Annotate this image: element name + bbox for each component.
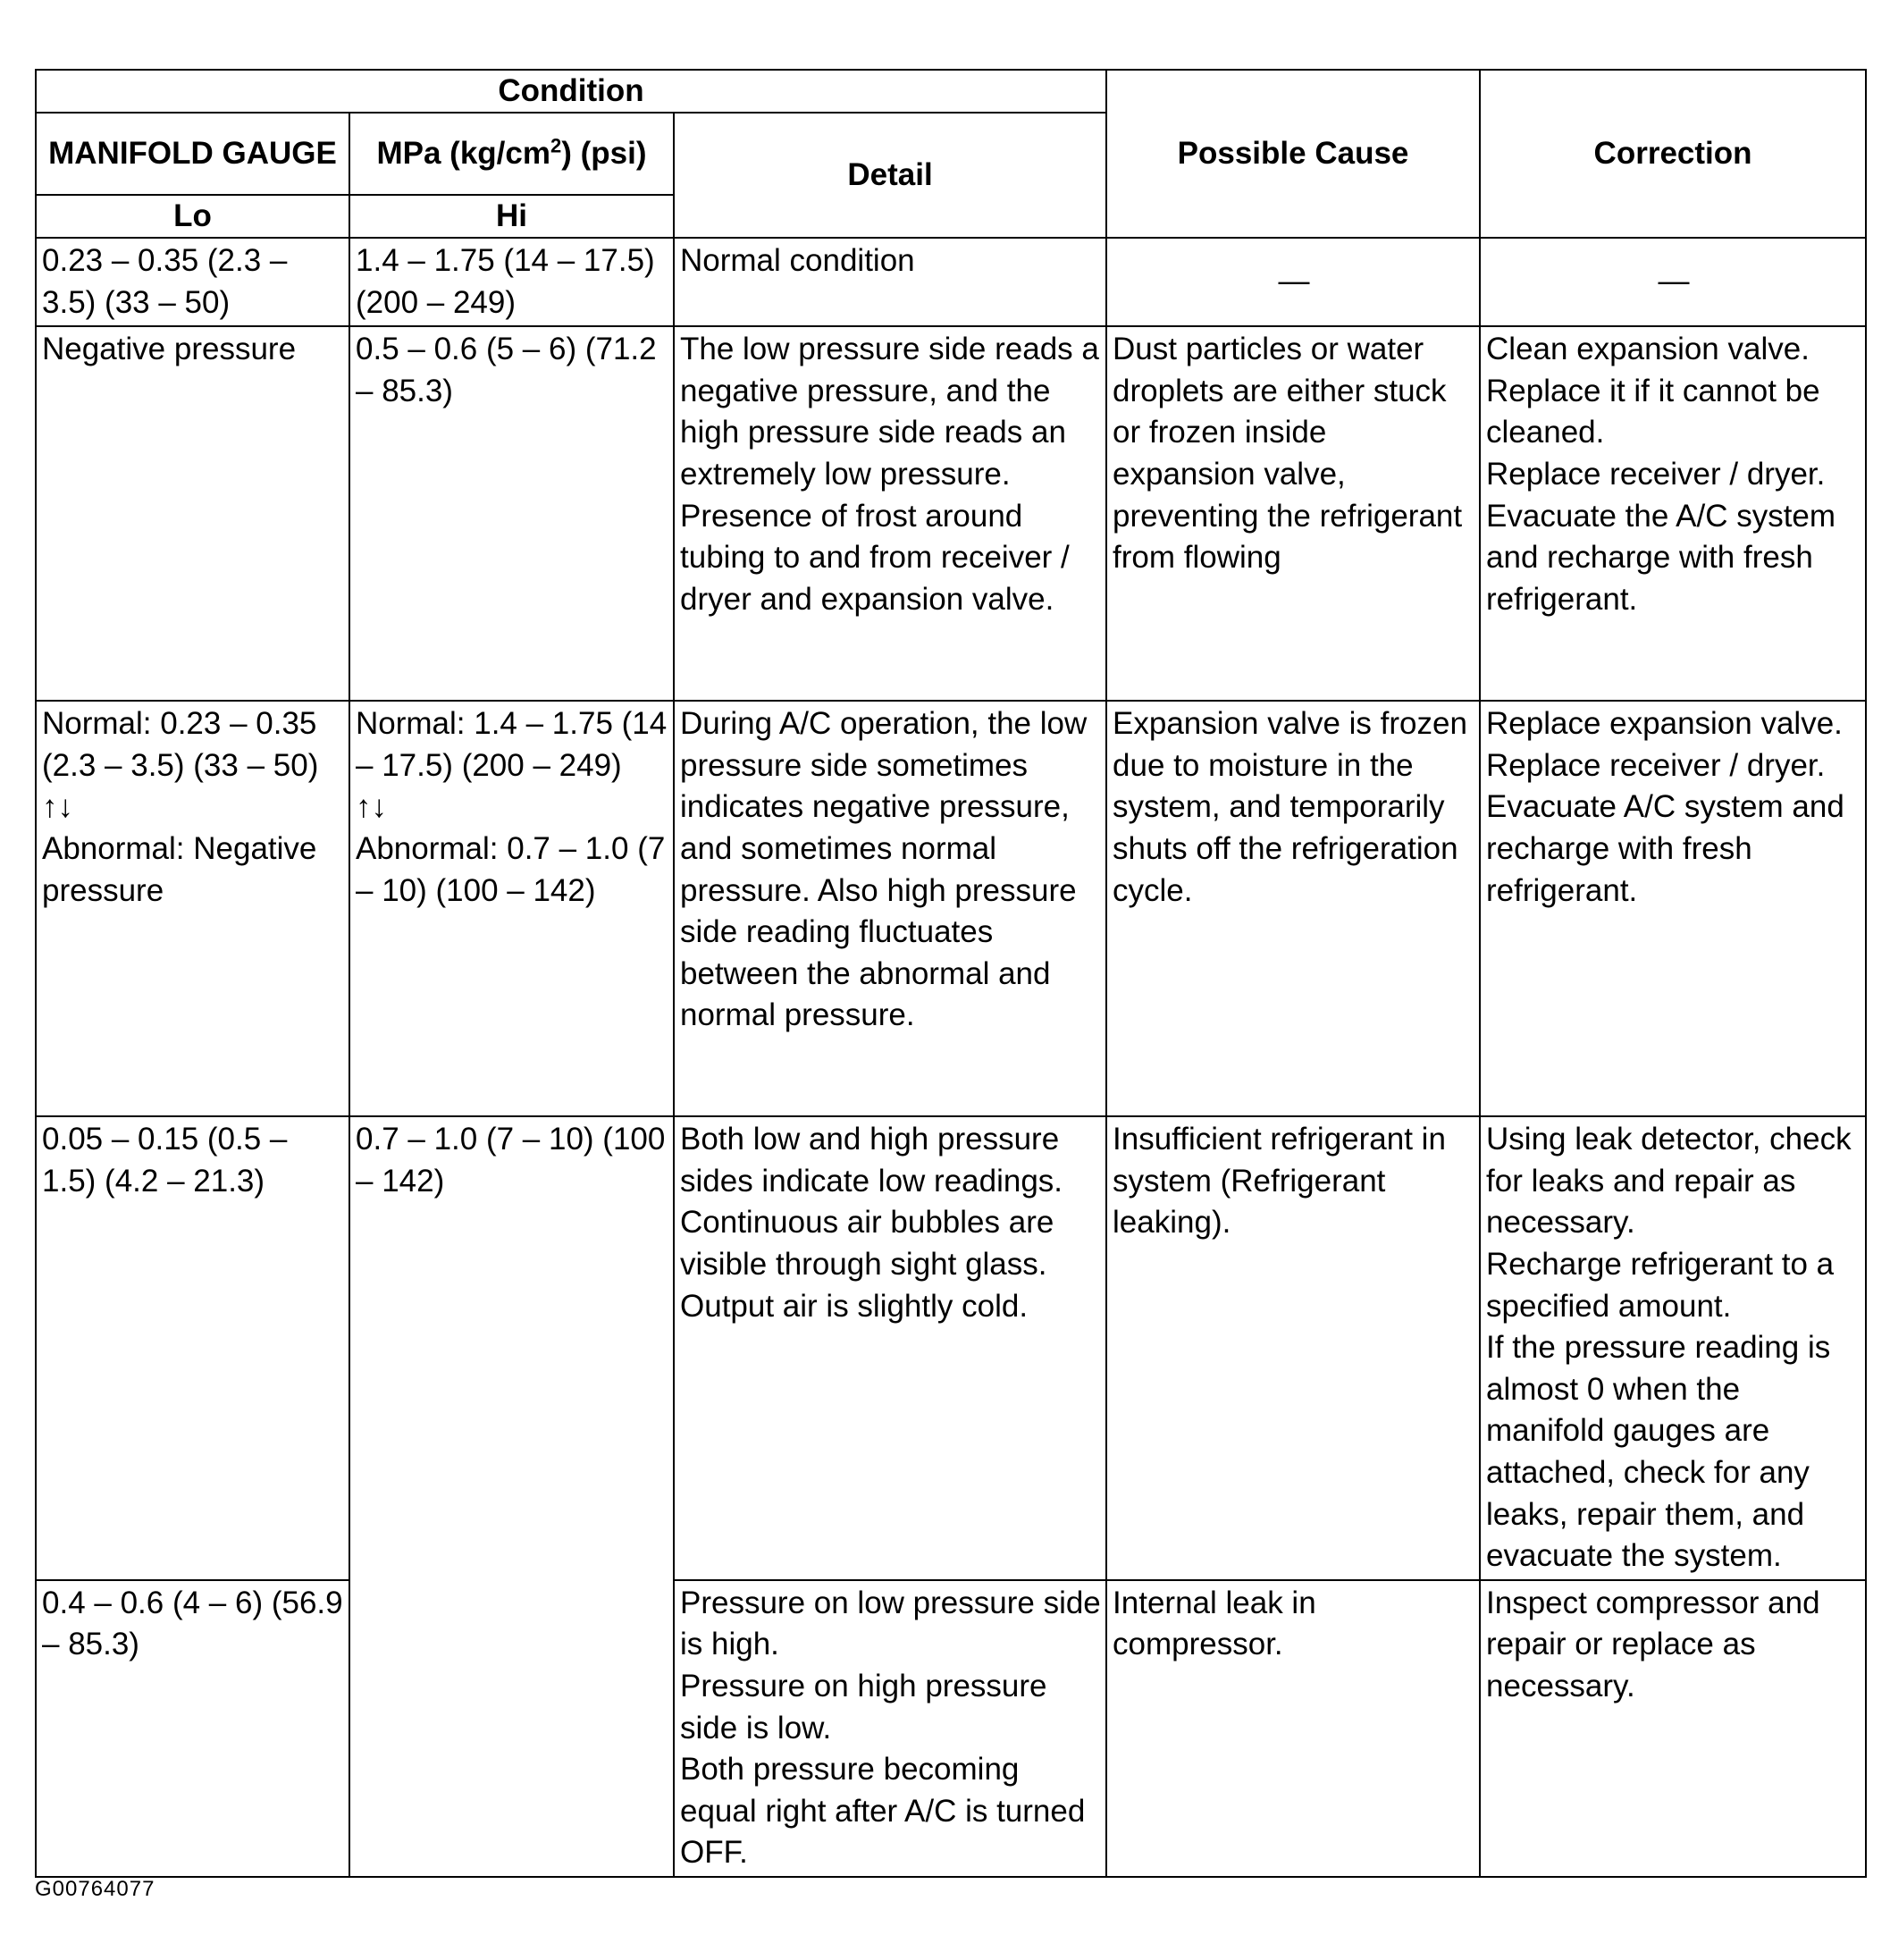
cell-cause: —: [1106, 238, 1480, 326]
cell-correction: —: [1480, 238, 1866, 326]
cell-detail: Normal condition: [674, 238, 1106, 326]
header-unit-superscript: 2: [550, 134, 562, 157]
header-row-1: [36, 70, 1866, 113]
cell-cause: Internal leak in compressor.: [1106, 1580, 1480, 1877]
cell-lo: 0.4 – 0.6 (4 – 6) (56.9 – 85.3): [36, 1580, 349, 1877]
cell-correction: Using leak detector, check for leaks and repair as necessary. Recharge refrigerant to a specified amount. If the pressure reading is almost 0 when the manifold gauges are attached, check for any leaks, repair them, and evacuate the system.: [1480, 1116, 1866, 1580]
cell-lo: Negative pressure: [36, 326, 349, 701]
figure-id: G00764077: [35, 1877, 155, 1901]
header-unit-suffix: ) (psi): [561, 136, 647, 171]
cell-correction: Clean expansion valve. Replace it if it cannot be cleaned. Replace receiver / dryer. Evacuate the A/C system and recharge with fresh refrigerant.: [1480, 326, 1866, 701]
cell-hi: 0.7 – 1.0 (7 – 10) (100 – 142): [349, 1116, 674, 1877]
header-correction: Correction: [1480, 70, 1866, 238]
cell-hi: 0.5 – 0.6 (5 – 6) (71.2 – 85.3): [349, 326, 674, 701]
header-lo: Lo: [36, 195, 349, 238]
cell-detail: Both low and high pressure sides indicate low readings. Continuous air bubbles are visible through sight glass. Output air is slightly cold.: [674, 1116, 1106, 1580]
cell-hi: 1.4 – 1.75 (14 – 17.5) (200 – 249): [349, 238, 674, 326]
cell-lo: 0.05 – 0.15 (0.5 – 1.5) (4.2 – 21.3): [36, 1116, 349, 1580]
header-hi: Hi: [349, 195, 674, 238]
table-row: [36, 326, 1866, 701]
header-unit-prefix: MPa (kg/cm: [376, 136, 550, 171]
table-row: [36, 1116, 1866, 1580]
cell-lo: 0.23 – 0.35 (2.3 – 3.5) (33 – 50): [36, 238, 349, 326]
cell-correction: Inspect compressor and repair or replace as necessary.: [1480, 1580, 1866, 1877]
header-manifold-gauge: MANIFOLD GAUGE: [36, 113, 349, 195]
header-possible-cause: Possible Cause: [1106, 70, 1480, 238]
cell-detail: Pressure on low pressure side is high. Pressure on high pressure side is low. Both pressure becoming equal right after A/C is turned OFF.: [674, 1580, 1106, 1877]
table-row: [36, 238, 1866, 326]
header-detail: Detail: [674, 113, 1106, 238]
header-condition: Condition: [36, 70, 1106, 113]
header-unit: [349, 113, 674, 195]
cell-correction: Replace expansion valve. Replace receiver / dryer. Evacuate A/C system and recharge with fresh refrigerant.: [1480, 701, 1866, 1116]
cell-hi: Normal: 1.4 – 1.75 (14 – 17.5) (200 – 249) ↑↓ Abnormal: 0.7 – 1.0 (7 – 10) (100 – 142): [349, 701, 674, 1116]
cell-cause: Insufficient refrigerant in system (Refrigerant leaking).: [1106, 1116, 1480, 1580]
table-row: [36, 1580, 1866, 1877]
cell-cause: Dust particles or water droplets are either stuck or frozen inside expansion valve, preventing the refrigerant from flowing: [1106, 326, 1480, 701]
cell-lo: Normal: 0.23 – 0.35 (2.3 – 3.5) (33 – 50) ↑↓ Abnormal: Negative pressure: [36, 701, 349, 1116]
cell-detail: During A/C operation, the low pressure side sometimes indicates negative pressure, and sometimes normal pressure. Also high pressure side reading fluctuates between the abnormal and normal pressure.: [674, 701, 1106, 1116]
cell-detail: The low pressure side reads a negative pressure, and the high pressure side reads an extremely low pressure. Presence of frost around tubing to and from receiver / dryer and expansion valve.: [674, 326, 1106, 701]
table-row: [36, 701, 1866, 1116]
diagnosis-table: [35, 69, 1867, 1878]
cell-cause: Expansion valve is frozen due to moisture in the system, and temporarily shuts off the refrigeration cycle.: [1106, 701, 1480, 1116]
